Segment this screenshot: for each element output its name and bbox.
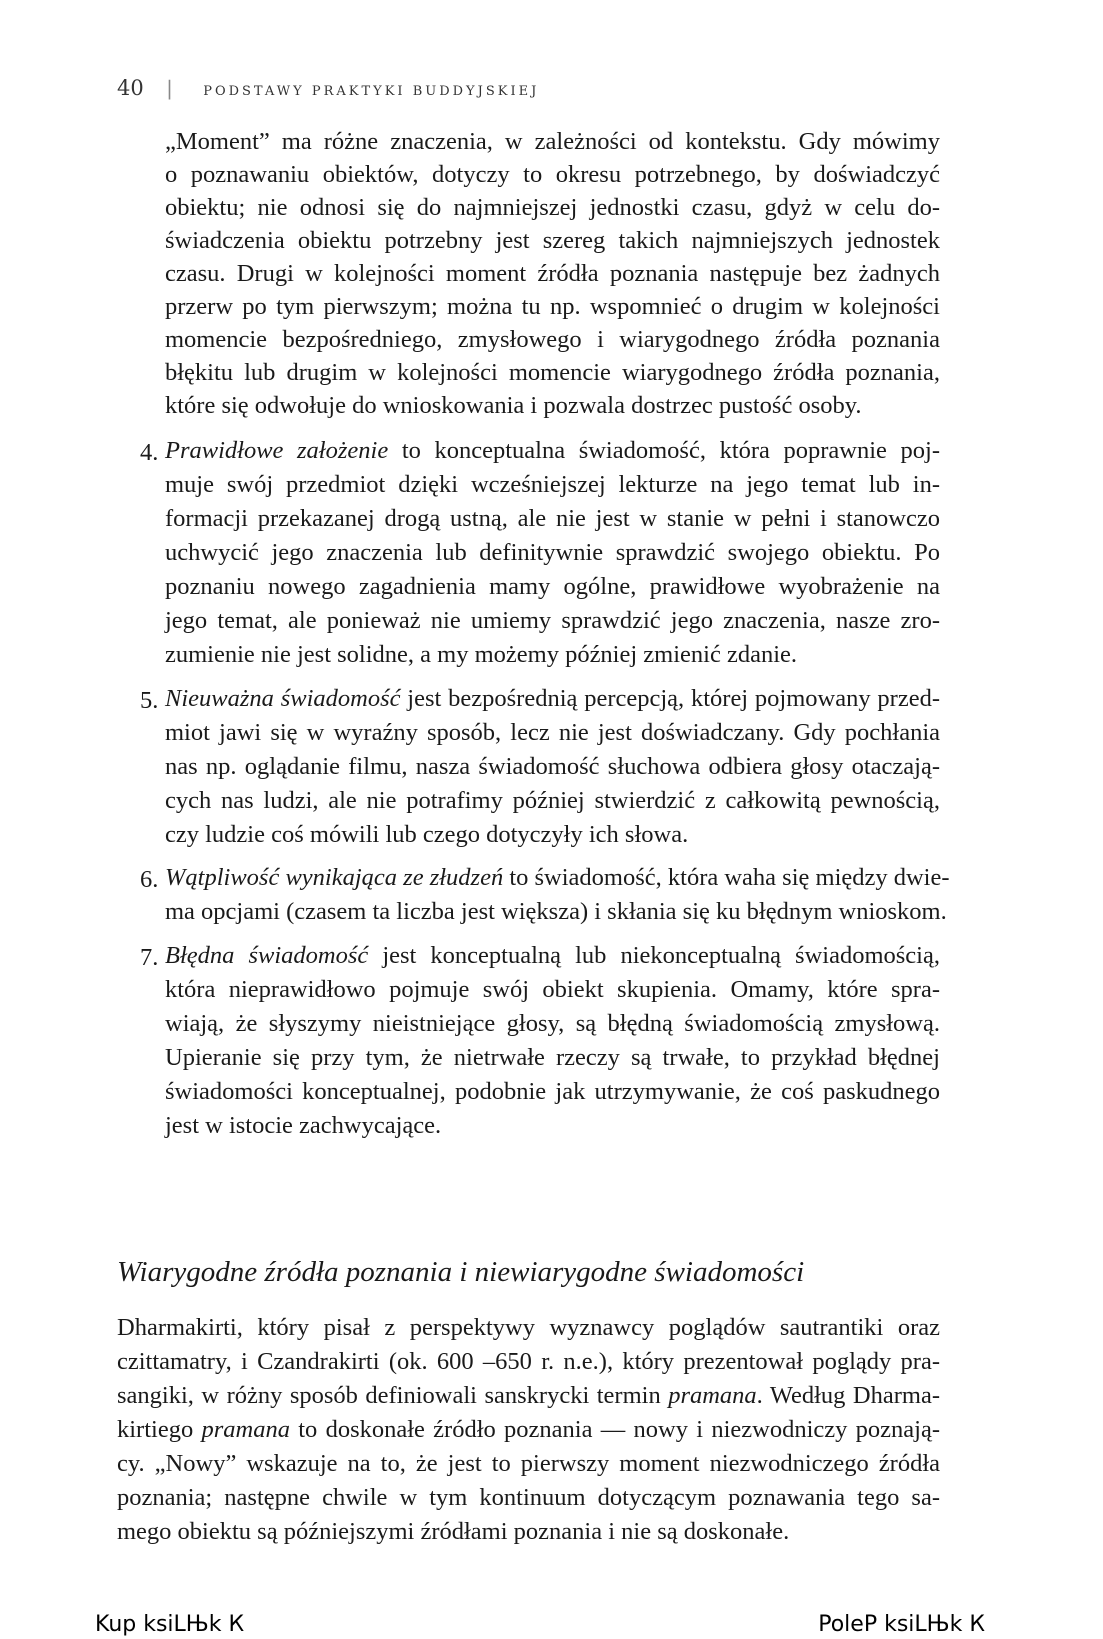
text-line: Dharmakirti, który pisał z perspektywy wyznawcy poglądów sautrantiki oraz — [117, 1314, 940, 1341]
text-line: czittamatry, i Czandrakirti (ok. 600 –650 r. n.e.), który prezentował poglądy pra- — [117, 1348, 940, 1375]
text-line — [117, 1418, 940, 1443]
text-line: muje swój przedmiot dzięki wcześniejszej lekturze na jego temat lub in- — [165, 471, 940, 498]
text-line: przerw po tym pierwszym; można tu np. wspomnieć o drugim w kolejności — [165, 293, 940, 320]
text-line: które się odwołuje do wnioskowania i pozwala dostrzec pustość osoby. — [165, 392, 862, 419]
text-line: czasu. Drugi w kolejności moment źródła poznania następuje bez żadnych — [165, 260, 940, 287]
list-marker: 7. — [140, 944, 159, 971]
list-item-term: Prawidłowe założenie — [165, 437, 389, 464]
list-marker: 5. — [140, 687, 159, 714]
list-marker: 4. — [140, 439, 159, 466]
list-item-text: to świadomość, która waha się między dwie- — [503, 864, 950, 891]
text-line: miot jawi się w wyraźny sposób, lecz nie jest doświadczany. Gdy pochłania — [165, 719, 940, 746]
list-item-first-line — [165, 864, 950, 891]
footer-recommend-book-link[interactable]: PoleP ksiLЊk К — [818, 1612, 985, 1637]
list-item-term: Nieuważna świadomość — [165, 685, 401, 712]
list-item-text: jest konceptualną lub niekonceptualną świadomością, — [368, 942, 940, 969]
text-line: o poznawaniu obiektów, dotyczy to okresu potrzebnego, by doświadczyć — [165, 161, 940, 188]
text-line: momencie bezpośredniego, zmysłowego i wiarygodnego źródła poznania — [165, 326, 940, 353]
term-pramana: pramana — [668, 1382, 757, 1409]
text-line: zumienie nie jest solidne, a my możemy później zmienić zdanie. — [165, 641, 798, 668]
text-line: nas np. oglądanie filmu, nasza świadomość słuchowa odbiera głosy otaczają- — [165, 753, 940, 780]
text-line: czy ludzie coś mówili lub czego dotyczyły ich słowa. — [165, 821, 689, 848]
running-title: PODSTAWY PRAKTYKI BUDDYJSKIEJ — [203, 84, 540, 99]
text-line: uchwycić jego znaczenia lub definitywnie sprawdzić swojego obiektu. Po — [165, 539, 940, 566]
text-line: formacji przekazanej drogą ustną, ale nie jest w stanie w pełni i stanowczo — [165, 505, 940, 532]
text-line: cych nas ludzi, ale nie potrafimy później stwierdzić z całkowitą pewnością, — [165, 787, 940, 814]
text-line: świadomości konceptualnej, podobnie jak utrzymywanie, że coś paskudnego — [165, 1078, 940, 1105]
text-line: Upieranie się przy tym, że nietrwałe rzeczy są trwałe, to przykład błędnej — [165, 1044, 940, 1071]
text-line: mego obiektu są późniejszymi źródłami poznania i nie są doskonałe. — [117, 1518, 790, 1545]
list-item-term: Wątpliwość wynikająca ze złudzeń — [165, 864, 504, 891]
text-line: „Moment” ma różne znaczenia, w zależności od kontekstu. Gdy mówimy — [165, 128, 940, 155]
text-line: która nieprawidłowo pojmuje swój obiekt skupienia. Omamy, które spra- — [165, 976, 940, 1003]
text-line: świadczenia obiektu potrzebny jest szereg takich najmniejszych jednostek — [165, 227, 940, 254]
text-span: sangiki, w różny sposób definiowali sanskrycki termin — [117, 1382, 669, 1409]
section-heading: Wiarygodne źródła poznania i niewiarygodne świadomości — [117, 1256, 805, 1288]
text-line: błękitu lub drugim w kolejności momencie wiarygodnego źródła poznania, — [165, 359, 940, 386]
list-item-first-line — [165, 944, 940, 969]
text-span: . Według Dharma- — [756, 1382, 940, 1409]
text-line: jego temat, ale ponieważ nie umiemy sprawdzić jego znaczenia, nasze zro- — [165, 607, 940, 634]
text-line: obiektu; nie odnosi się do najmniejszej jednostki czasu, gdyż w celu do- — [165, 194, 940, 221]
list-item-text: to konceptualna świadomość, która poprawnie poj- — [388, 437, 940, 464]
text-line: poznania; następne chwile w tym kontinuum dotyczącym poznawania tego sa- — [117, 1484, 940, 1511]
term-pramana: pramana — [201, 1416, 290, 1443]
list-marker: 6. — [140, 866, 159, 893]
list-item-first-line — [165, 439, 940, 464]
footer-buy-book-link[interactable]: Kup ksiLЊk К — [95, 1612, 245, 1637]
text-line: poznaniu nowego zagadnienia mamy ogólne, prawidłowe wyobrażenie na — [165, 573, 940, 600]
header-separator: | — [166, 76, 173, 100]
list-item-term: Błędna świadomość — [165, 942, 369, 969]
text-line: ma opcjami (czasem ta liczba jest większa) i skłania się ku błędnym wnioskom. — [165, 898, 947, 925]
text-line — [117, 1384, 940, 1409]
text-span: to doskonałe źródło poznania — nowy i niezwodniczy poznają- — [289, 1416, 940, 1443]
text-line: jest w istocie zachwycające. — [165, 1112, 442, 1139]
text-span: kirtiego — [117, 1416, 202, 1443]
text-line: cy. „Nowy” wskazuje na to, że jest to pierwszy moment niezwodniczego źródła — [117, 1450, 940, 1477]
text-line: wiają, że słyszymy nieistniejące głosy, są błędną świadomością zmysłową. — [165, 1010, 940, 1037]
list-item-first-line — [165, 687, 940, 712]
page-number: 40 — [117, 76, 144, 100]
list-item-text: jest bezpośrednią percepcją, której pojmowany przed- — [400, 685, 940, 712]
